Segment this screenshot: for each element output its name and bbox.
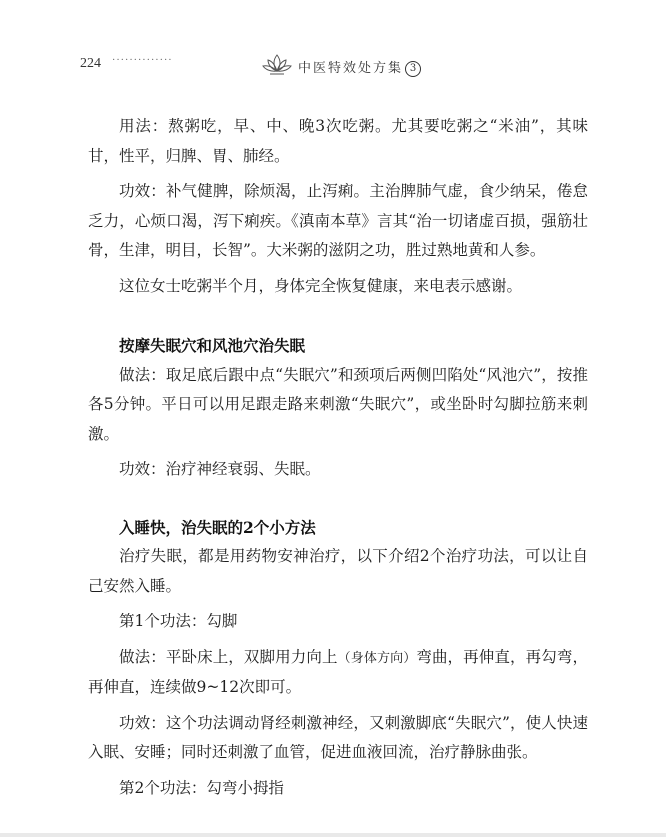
effect-paragraph: 功效：这个功法调动肾经刺激神经，又刺激脚底“失眠穴”，使人快速入眠、安睡；同时还刺激了血管，促进血液回流，治疗静脉曲张。 [88, 713, 588, 761]
page-bottom-edge [0, 833, 666, 837]
method-1-title: 第1个功法：勾脚 [119, 612, 238, 630]
page-content [88, 112, 588, 809]
book-title: 中医特效处方集 3 [298, 57, 421, 77]
leader-dots: ·············· [112, 55, 173, 66]
method-paragraph: 做法：取足底后跟中点“失眠穴”和颈项后两侧凹陷处“风池穴”，按推各5分钟。平日可以用足跟走路来刺激“失眠穴”，或坐卧时勾脚拉筋来刺激。 [88, 365, 588, 443]
page-number: 224 [80, 56, 101, 71]
intro-paragraph: 治疗失眠，都是用药物安神治疗，以下介绍2个治疗功法，可以让自己安然入睡。 [88, 547, 588, 595]
section-heading-sleep: 入睡快，治失眠的2个小方法 [119, 517, 316, 537]
result-paragraph: 这位女士吃粥半个月，身体完全恢复健康，来电表示感谢。 [119, 276, 523, 295]
effect-paragraph: 功效：治疗神经衰弱、失眠。 [119, 460, 321, 478]
effect-paragraph: 功效：补气健脾，除烦渴，止泻痢。主治脾肺气虚，食少纳呆，倦怠乏力，心烦口渴，泻下痢疾。《滇南本草》言其“治一切诸虚百损，强筋壮骨，生津，明目，长智”。大米粥的滋阴之功，胜过熟地黄和人参。 [88, 182, 588, 259]
page-header [0, 52, 666, 80]
usage-paragraph: 用法：熬粥吃，早、中、晚3次吃粥。尤其要吃粥之“米油”，其味甘，性平，归脾、胃、肺经。 [88, 117, 588, 165]
volume-badge: 3 [405, 61, 421, 77]
lotus-icon [262, 52, 292, 76]
method-2-title: 第2个功法：勾弯小拇指 [119, 778, 284, 797]
method-paragraph: 做法：平卧床上，双脚用力向上（身体方向）弯曲，再伸直，再勾弯，再伸直，连续做9~12次即可。 [88, 647, 588, 696]
section-heading-massage: 按摩失眠穴和风池穴治失眠 [119, 336, 306, 355]
